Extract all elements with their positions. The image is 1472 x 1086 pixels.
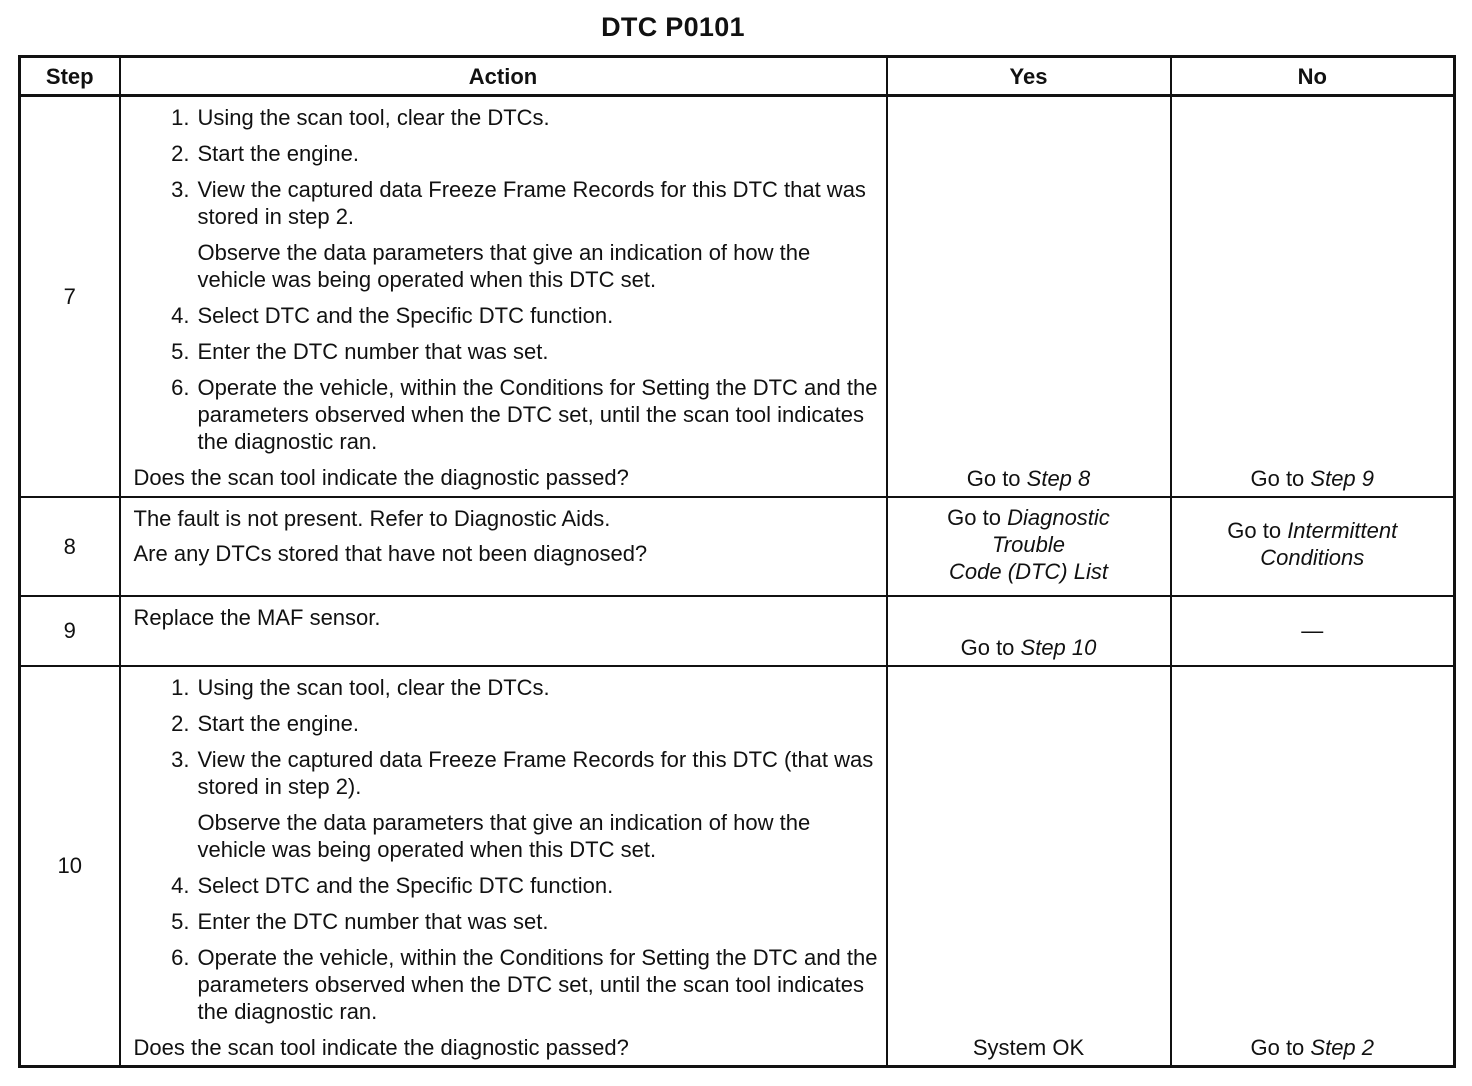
question: Are any DTCs stored that have not been diagnosed? xyxy=(133,540,648,566)
item-number: 1. xyxy=(171,674,190,700)
table-row xyxy=(20,596,1455,666)
page-title: DTC P0101 xyxy=(601,12,745,42)
item-number: 4. xyxy=(171,872,190,898)
action-text: The fault is not present. Refer to Diagnostic Aids. xyxy=(133,505,611,531)
list-item xyxy=(134,674,878,701)
item-text: Operate the vehicle, within the Conditions for Setting the DTC and the parameters observed when the DTC set, until the scan tool indicates the diagnostic ran. xyxy=(197,375,878,454)
yes-cell xyxy=(887,497,1171,596)
intermittent-link[interactable]: Intermittent xyxy=(1287,518,1398,543)
list-item xyxy=(134,104,878,131)
step-number: 8 xyxy=(20,497,120,596)
item-number: 3. xyxy=(171,746,190,772)
item-text: Start the engine. xyxy=(197,710,359,736)
item-note: Observe the data parameters that give an indication of how the vehicle was being operated when this DTC set. xyxy=(197,240,811,292)
list-item xyxy=(134,872,878,899)
item-number: 5. xyxy=(171,339,190,364)
goto-prefix: Go to xyxy=(947,504,1008,530)
item-note: Observe the data parameters that give an indication of how the vehicle was being operated when this DTC set. xyxy=(197,809,811,862)
item-text: Select DTC and the Specific DTC function. xyxy=(197,872,614,898)
item-text: View the captured data Freeze Frame Records for this DTC that was stored in step 2. xyxy=(197,177,866,229)
item-number: 6. xyxy=(171,944,190,970)
diagnostic-link[interactable]: Diagnostic xyxy=(1007,504,1110,530)
yes-cell xyxy=(887,596,1171,666)
item-number: 5. xyxy=(171,908,190,934)
item-text: View the captured data Freeze Frame Records for this DTC (that was stored in step 2). xyxy=(197,746,874,799)
list-item xyxy=(134,374,878,455)
action-cell xyxy=(120,666,887,1067)
step-number: 7 xyxy=(20,96,120,497)
question: Does the scan tool indicate the diagnostic passed? xyxy=(133,1034,629,1060)
diagnostic-link[interactable]: Code (DTC) List xyxy=(949,558,1108,584)
item-text: Select DTC and the Specific DTC function. xyxy=(197,303,614,328)
no-cell xyxy=(1171,96,1455,497)
goto-prefix: Go to xyxy=(1250,465,1311,491)
column-header-yes: Yes xyxy=(887,57,1171,96)
no-cell xyxy=(1171,666,1455,1067)
goto-prefix: Go to xyxy=(1227,518,1288,543)
step-link[interactable]: Step 10 xyxy=(1020,634,1097,660)
list-item xyxy=(134,140,878,167)
yes-cell xyxy=(887,96,1171,497)
action-cell xyxy=(120,96,887,497)
action-list xyxy=(134,674,878,1025)
table-row xyxy=(20,666,1455,1067)
item-text: Enter the DTC number that was set. xyxy=(197,908,549,934)
step-number: 10 xyxy=(20,666,120,1067)
intermittent-link[interactable]: Conditions xyxy=(1260,545,1365,570)
step-link[interactable]: Step 8 xyxy=(1026,465,1091,491)
step-link[interactable]: Step 9 xyxy=(1310,465,1375,491)
diagnostic-link[interactable]: Trouble xyxy=(992,531,1065,557)
step-number: 9 xyxy=(20,596,120,666)
column-header-action: Action xyxy=(120,57,887,96)
list-item xyxy=(134,944,878,1025)
item-text: Start the engine. xyxy=(197,141,359,166)
list-item xyxy=(134,710,878,737)
column-header-step: Step xyxy=(20,57,120,96)
column-header-no: No xyxy=(1171,57,1455,96)
no-cell: — xyxy=(1171,596,1455,666)
item-number: 2. xyxy=(171,710,190,736)
no-cell xyxy=(1171,497,1455,596)
list-item xyxy=(134,176,878,293)
item-number: 3. xyxy=(171,177,190,202)
table-row xyxy=(20,96,1455,497)
item-text: Using the scan tool, clear the DTCs. xyxy=(197,674,550,700)
yes-cell: System OK xyxy=(887,666,1171,1067)
item-text: Enter the DTC number that was set. xyxy=(197,339,549,364)
item-number: 2. xyxy=(171,141,190,166)
action-text: Replace the MAF sensor. xyxy=(133,604,381,630)
item-text: Using the scan tool, clear the DTCs. xyxy=(197,105,550,130)
list-item xyxy=(134,746,878,863)
question: Does the scan tool indicate the diagnostic passed? xyxy=(133,465,629,490)
action-cell xyxy=(120,596,887,666)
table-row xyxy=(20,497,1455,596)
item-number: 4. xyxy=(171,303,190,328)
goto-prefix: Go to xyxy=(1250,1034,1311,1060)
item-number: 6. xyxy=(171,375,190,400)
list-item xyxy=(134,302,878,329)
list-item xyxy=(134,908,878,935)
action-cell xyxy=(120,497,887,596)
item-text: Operate the vehicle, within the Conditions for Setting the DTC and the parameters observed when the DTC set, until the scan tool indicates the diagnostic ran. xyxy=(197,944,878,1024)
diagnostic-table xyxy=(18,55,1456,1068)
action-list xyxy=(134,104,878,455)
goto-prefix: Go to xyxy=(966,465,1027,491)
step-link[interactable]: Step 2 xyxy=(1310,1034,1375,1060)
item-number: 1. xyxy=(171,105,190,130)
list-item xyxy=(134,338,878,365)
goto-prefix: Go to xyxy=(960,634,1021,660)
table-header-row xyxy=(20,57,1455,96)
